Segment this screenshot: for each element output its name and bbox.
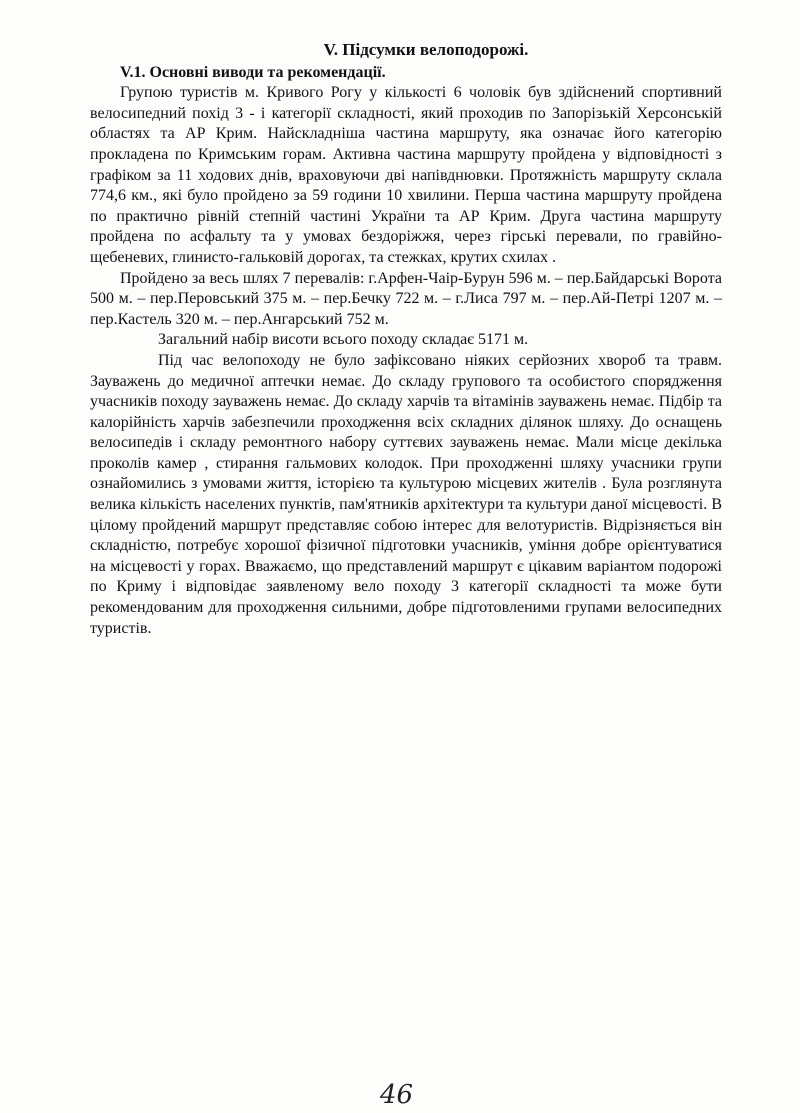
subsection-title: V.1. Основні виводи та рекомендації. xyxy=(120,63,386,81)
paragraph-passes: Пройдено за весь шлях 7 перевалів: г.Арфен-Чаір-Бурун 596 м. – пер.Байдарські Ворота 500 м. – пер.Перовський 375 м. – пер.Бечку 722 м. – г.Лиса 797 м. – пер.Ай-Петрі 1207 м. – пер.Кастель 320 м. – пер.Ангарський 752 м. xyxy=(90,269,722,328)
page-number: 46 xyxy=(380,1080,414,1110)
paragraph-summary: Групою туристів м. Кривого Рогу у кількості 6 чоловік був здійснений спортивний велосипедний похід 3 - і категорії складності, який проходив по Запорізькій Херсонській областях та АР Крим. Найскладніша частина маршруту, яка означає його категорію прокладена по Кримським горам. Активна частина маршруту пройдена у відповідності з графіком за 11 ходових днів, враховуючи дві напівднювки. Протяжність маршруту склала 774,6 км., які було пройдено за 59 години 10 хвилини. Перша частина маршруту пройдена по практично рівній степній частині України та АР Крим. Друга частина маршруту пройдена по асфальту та у умовах бездоріжжя, через гірські перевали, по гравійно-щебеневих, глинисто-гальковій дорогах, та стежках, крутих схилах . xyxy=(90,84,722,266)
document-body xyxy=(90,40,722,639)
paragraph-elevation: Загальний набір висоти всього походу складає 5171 м. xyxy=(158,331,529,349)
section-title: V. Підсумки велоподорожі. xyxy=(323,40,529,59)
paragraph-conclusions: Під час велопоходу не було зафіксовано ніяких серйозних хвороб та травм. Зауважень до медичної аптечки немає. До складу групового та особистого спорядження учасників походу зауважень немає. До складу харчів та вітамінів зауважень немає. Підбір та калорійність харчів забезпечили проходження всіх складних ділянок шляху. До оснащень велосипедів і складу ремонтного набору суттєвих зауважень немає. Мали місце декілька проколів камер , стирання гальмових колодок. При проходженні шляху учасники групи ознайомились з умовами життя, історією та культурою місцевих жителів . Була розглянута велика кількість населених пунктів, пам'ятників архітектури та культури даної місцевості. В цілому пройдений маршрут представляє собою інтерес для велотуристів. Відрізняється він складністю, потребує хорошої фізичної підготовки учасників, уміння добре орієнтуватися на місцевості у горах. Вважаємо, що представлений маршрут є цікавим варіантом подорожі по Криму і відповідає заявленому вело походу 3 категорії складності та може бути рекомендованим для проходження сильними, добре підготовленими групами велосипедних туристів. xyxy=(90,351,722,637)
